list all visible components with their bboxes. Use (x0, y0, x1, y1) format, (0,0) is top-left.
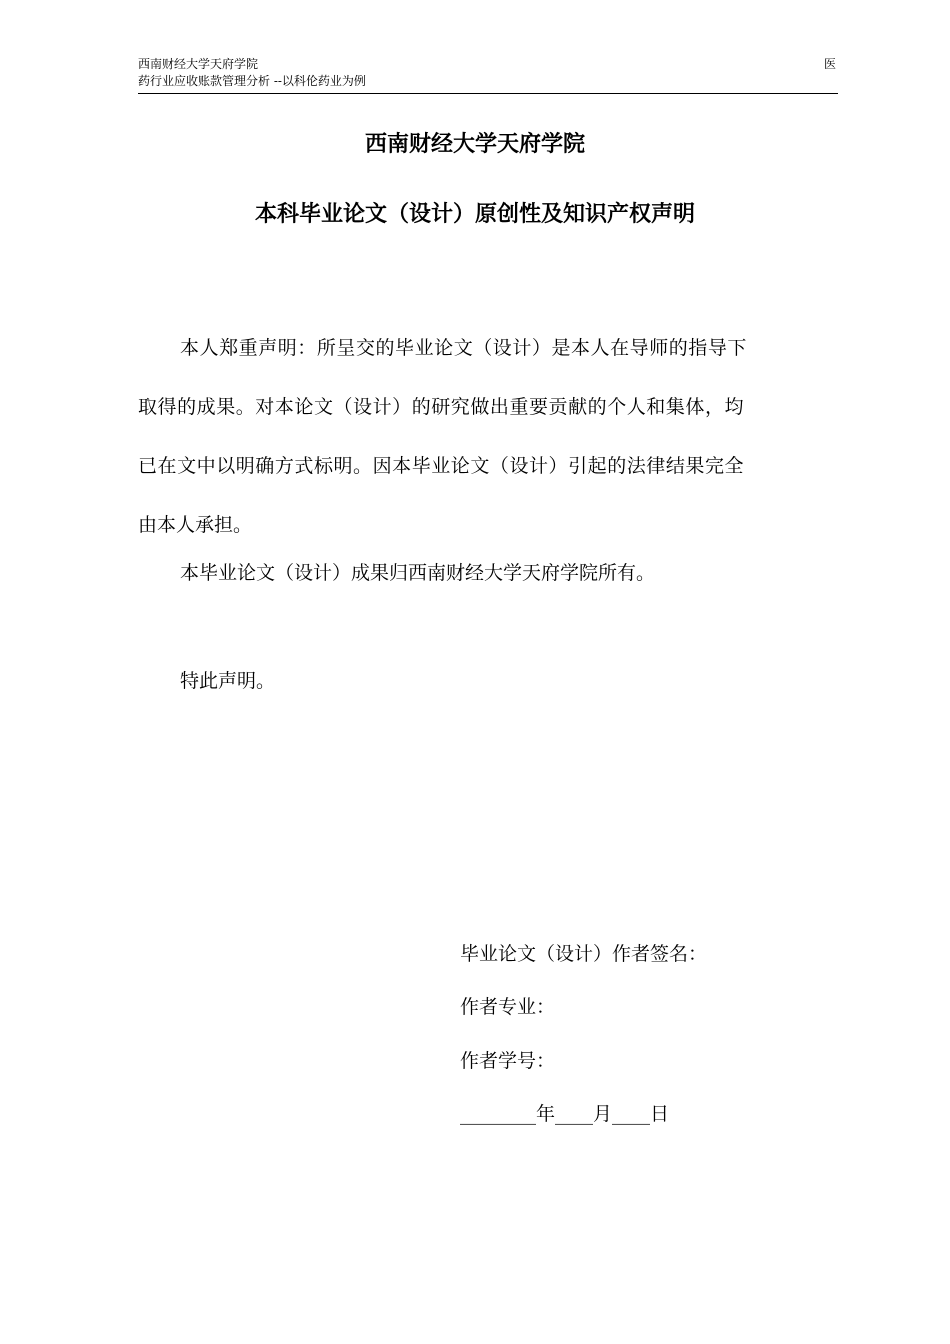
date-line: ________年____月____日 (460, 1103, 670, 1125)
declaration-paragraph-2: 本毕业论文（设计）成果归西南财经大学天府学院所有。 (180, 562, 656, 584)
page-header (138, 56, 838, 94)
paragraph-1-line: 取得的成果。对本论文（设计）的研究做出重要贡献的个人和集体，均 (138, 396, 745, 418)
header-right-char: 医 (823, 57, 836, 71)
header-school: 西南财经大学天府学院 (138, 57, 259, 71)
title-declaration: 本科毕业论文（设计）原创性及知识产权声明 (254, 202, 695, 227)
author-major-label: 作者专业： (460, 996, 556, 1018)
title-school: 西南财经大学天府学院 (364, 132, 585, 157)
declaration-paragraph-1 (138, 333, 838, 540)
declaration-closing: 特此声明。 (180, 670, 276, 692)
author-signature-label: 毕业论文（设计）作者签名： (460, 943, 708, 965)
author-student-id-label: 作者学号： (460, 1050, 556, 1072)
paragraph-1-line: 本人郑重声明：所呈交的毕业论文（设计）是本人在导师的指导下 (180, 337, 747, 359)
paragraph-1-line: 已在文中以明确方式标明。因本毕业论文（设计）引起的法律结果完全 (138, 455, 745, 477)
paragraph-1-line: 由本人承担。 (138, 514, 253, 536)
header-thesis-title: 药行业应收账款管理分析 --以科伦药业为例 (138, 74, 366, 88)
